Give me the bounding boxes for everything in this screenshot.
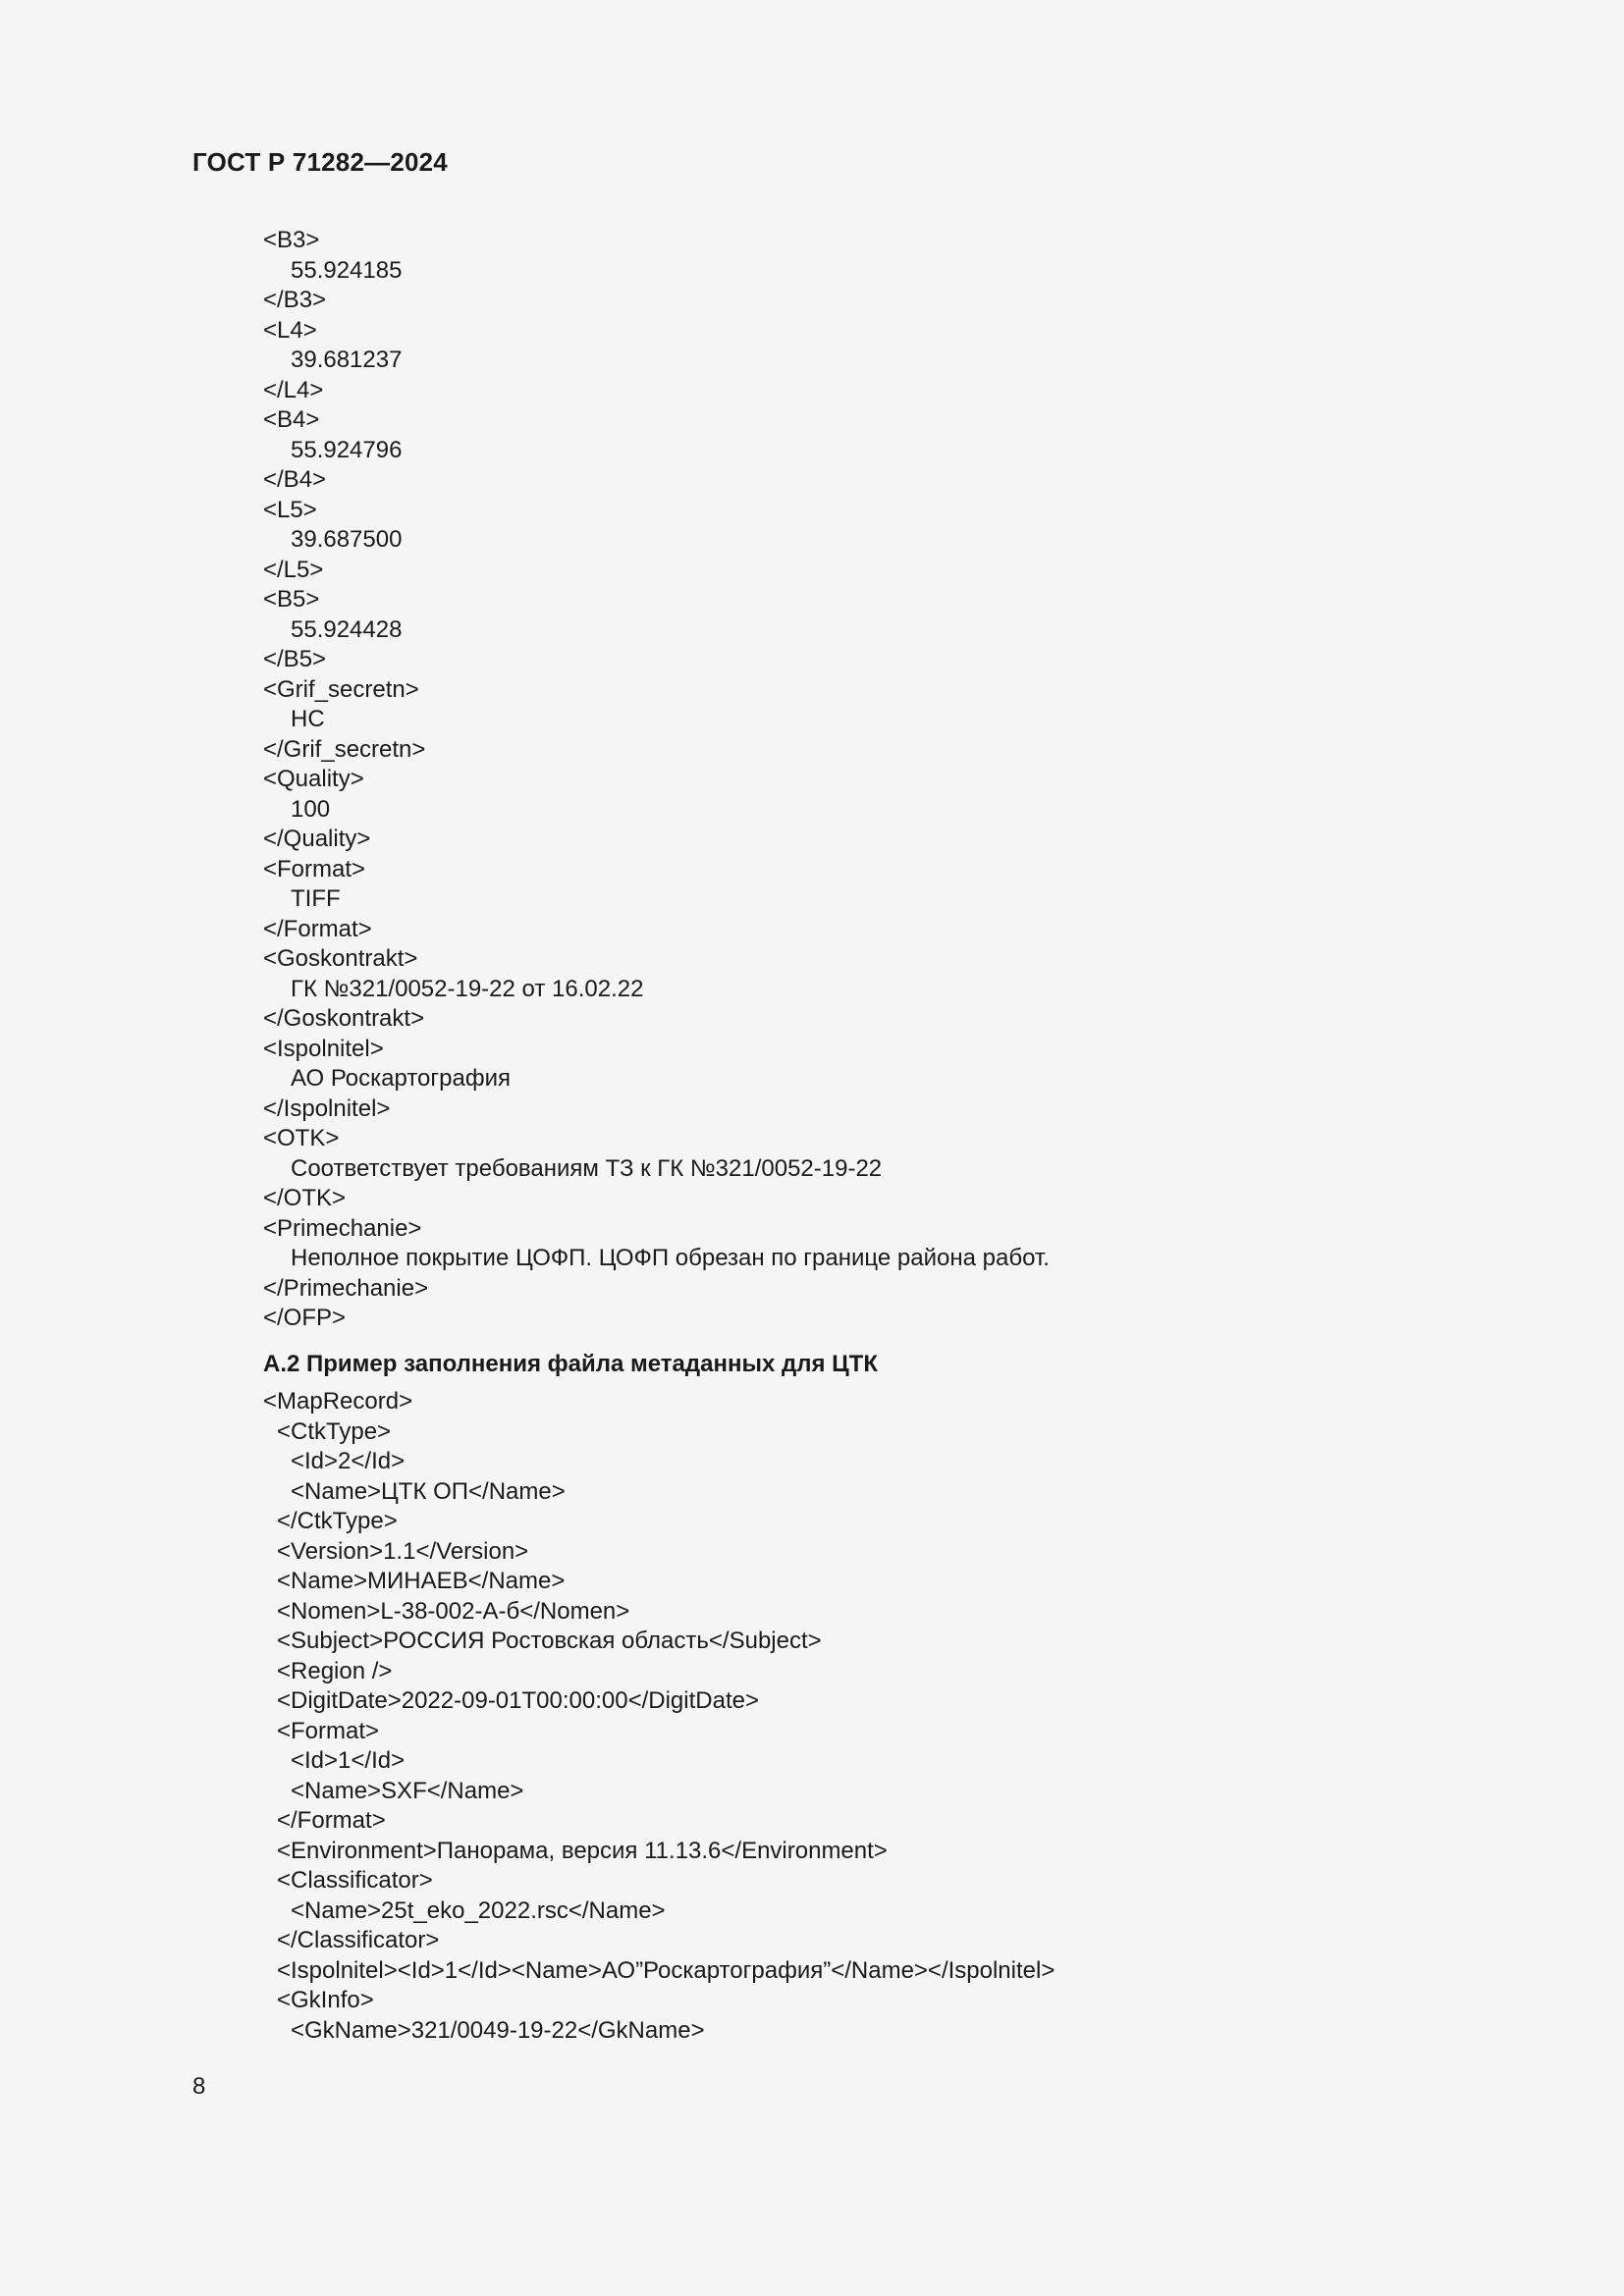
code-line: 55.924796	[291, 436, 403, 463]
code-line: <Ispolnitel><Id>1</Id><Name>АО”Роскартография”</Name></Ispolnitel>	[277, 1956, 1056, 1984]
code-line: <MapRecord>	[263, 1388, 413, 1415]
code-line: </OFP>	[263, 1305, 347, 1331]
code-line: <Format>	[277, 1717, 380, 1744]
code-line: </OTK>	[263, 1185, 347, 1211]
code-line: <Subject>РОССИЯ Ростовская область</Subject>	[277, 1628, 822, 1654]
code-line: <Id>1</Id>	[291, 1747, 406, 1774]
code-line: 39.681237	[291, 347, 403, 373]
code-line: <Name>SXF</Name>	[291, 1777, 524, 1804]
code-line: </Goskontrakt>	[263, 1005, 425, 1032]
code-line: 39.687500	[291, 526, 403, 553]
code-line: <Id>2</Id>	[291, 1448, 406, 1474]
code-line: <Format>	[263, 855, 366, 882]
code-line: </B5>	[263, 646, 327, 672]
code-line: <Name>ЦТК ОП</Name>	[291, 1477, 566, 1505]
code-line: НС	[291, 706, 325, 732]
code-line: </Ispolnitel>	[263, 1095, 391, 1122]
code-line: Соответствует требованиям ТЗ к ГК №321/0052-19-22	[291, 1154, 883, 1182]
code-line: </Grif_secretn>	[263, 735, 426, 763]
code-line: </L4>	[263, 376, 324, 403]
code-line: <GkName>321/0049-19-22</GkName>	[291, 2016, 705, 2044]
code-line: <OTK>	[263, 1125, 340, 1151]
code-line: АО Роскартография	[291, 1065, 511, 1092]
code-line: </B4>	[263, 466, 327, 493]
code-line: </Format>	[277, 1807, 386, 1834]
xml-code-block-ofp	[263, 226, 1050, 1334]
code-line: <Goskontrakt>	[263, 945, 418, 972]
code-line: <B5>	[263, 586, 320, 613]
section-heading-a2: А.2 Пример заполнения файла метаданных для ЦТК	[263, 1351, 878, 1377]
code-line: 55.924185	[291, 256, 403, 284]
code-line: <CtkType>	[277, 1417, 392, 1445]
code-line: <L4>	[263, 316, 317, 344]
code-line: <Version>1.1</Version>	[277, 1537, 529, 1565]
code-line: TIFF	[291, 885, 341, 912]
code-line: <Primechanie>	[263, 1214, 422, 1242]
code-line: <DigitDate>2022-09-01T00:00:00</DigitDate>	[277, 1687, 759, 1714]
code-line: </CtkType>	[277, 1508, 398, 1534]
code-line: <B3>	[263, 227, 320, 253]
code-line: <Nomen>L-38-002-А-б</Nomen>	[277, 1597, 630, 1625]
code-line: <GkInfo>	[277, 1987, 374, 2013]
code-line: <Classificator>	[277, 1867, 433, 1894]
code-line: <Quality>	[263, 766, 364, 792]
page-number: 8	[192, 2073, 206, 2100]
code-line: </B3>	[263, 287, 327, 313]
code-line: ГК №321/0052-19-22 от 16.02.22	[291, 975, 644, 1002]
code-line: Неполное покрытие ЦОФП. ЦОФП обрезан по границе района работ.	[291, 1245, 1050, 1271]
code-line: </Primechanie>	[263, 1274, 429, 1302]
code-line: <Environment>Панорама, версия 11.13.6</Environment>	[277, 1837, 888, 1864]
code-line: <L5>	[263, 496, 317, 523]
code-line: <Grif_secretn>	[263, 675, 419, 703]
xml-code-block-ctk	[263, 1387, 1055, 2046]
document-header: ГОСТ Р 71282—2024	[192, 147, 448, 177]
code-line: <Region />	[277, 1657, 393, 1684]
code-line: </L5>	[263, 556, 324, 583]
code-line: </Format>	[263, 915, 372, 942]
code-line: <B4>	[263, 406, 320, 433]
code-line: </Quality>	[263, 826, 371, 852]
code-line: <Name>МИНАЕВ</Name>	[277, 1568, 566, 1594]
code-line: <Ispolnitel>	[263, 1035, 384, 1062]
code-line: 100	[291, 795, 331, 823]
code-line: </Classificator>	[277, 1927, 440, 1953]
code-line: 55.924428	[291, 615, 403, 643]
code-line: <Name>25t_eko_2022.rsc</Name>	[291, 1896, 666, 1924]
